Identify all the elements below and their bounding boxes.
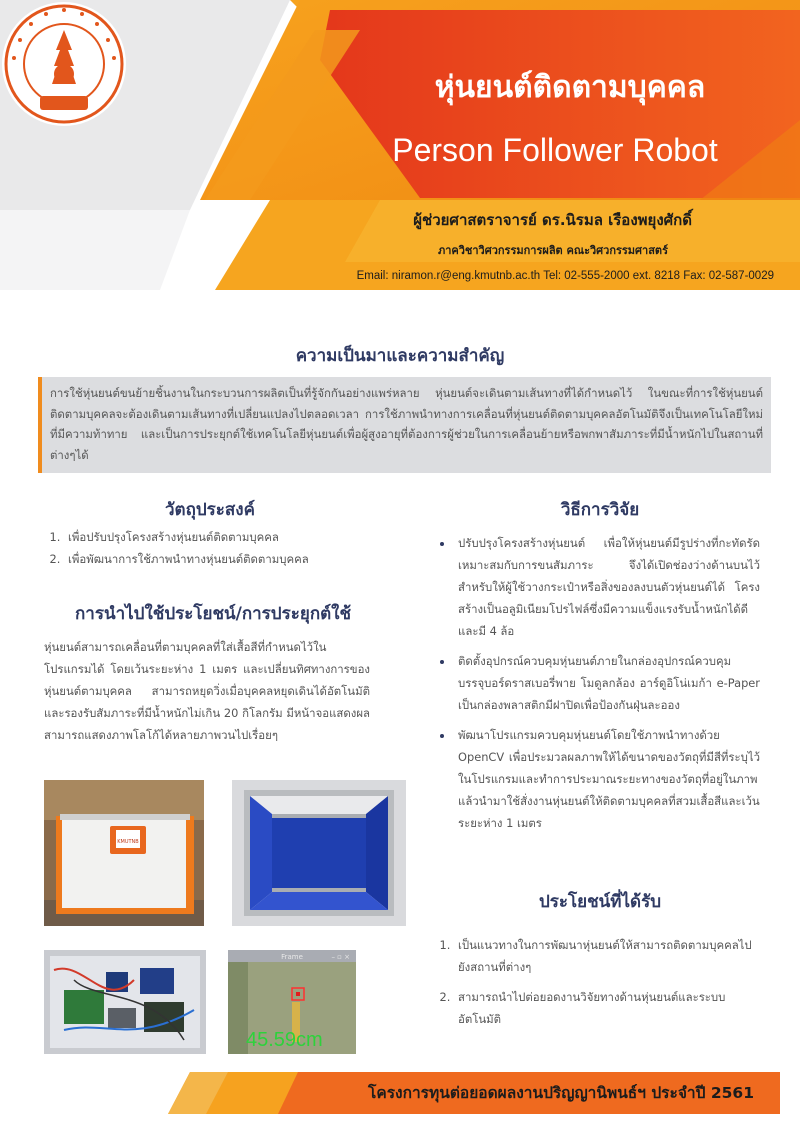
distance-readout: 45.59cm [246, 1029, 323, 1051]
applications-title: การนำไปใช้ประโยชน์/การประยุกต์ใช้ [75, 604, 351, 624]
benefits-list [428, 934, 760, 1030]
methods-list [428, 532, 760, 842]
title-thai: หุ่นยนต์ติดตามบุคคล [434, 70, 706, 105]
robot-exterior-photo [44, 780, 204, 926]
footer-text: โครงการทุนต่อยอดผลงานปริญญานิพนธ์ฯ ประจำปี 2561 [368, 1084, 754, 1102]
background-text: การใช้หุ่นยนต์ขนย้ายชิ้นงานในกระบวนการผลิตเป็นที่รู้จักกันอย่างแพร่หลาย หุ่นยนต์จะเดินตามเส้นทางที่ได้กำหนดไว้ ในขณะที่การใช้หุ่นยนต์ติดตามบุคคลจะต้องเดินตามเส้นทางที่เปลี่ยนแปลงไปตลอดเวลา การใช้ภาพนำทางการเคลื่อนที่หุ่นยนต์ติดตามบุคคลอัตโนมัติจึงเป็นเทคโนโลยีใหม่ที่มีความท้าทาย และเป็นการประยุกต์ใช้เทคโนโลยีหุ่นยนต์เพื่อผู้สูงอายุที่ต้องการผู้ช่วยในการเคลื่อนย้ายหรือพกพาสัมภาระที่มีน้ำหนักไปในสถานที่ต่างๆได้ [38, 377, 771, 473]
contact-info: Email: niramon.r@eng.kmutnb.ac.th Tel: 02-555-2000 ext. 8218 Fax: 02-587-0029 [356, 270, 774, 282]
author-name: ผู้ช่วยศาสตราจารย์ ดร.นิรมล เรืองพยุงศักดิ์ [413, 211, 692, 229]
frame-window-title: Frame [281, 953, 303, 961]
list-item: • พัฒนาโปรแกรมควบคุมหุ่นยนต์โดยใช้ภาพนำทางด้วย OpenCV เพื่อประมวลผลภาพให้ได้ขนาดของวัตถุที่มีสีที่ระบุไว้ในโปรแกรมและทำการประมาณระยะทางของวัตถุที่อยู่ในภาพ แล้วนำมาใช้สั่งงานหุ่นยนต์ให้ติดตามบุคคลที่สวมเสื้อสีและเว้นระยะห่าง 1 เมตร [454, 724, 760, 834]
department: ภาควิชาวิศวกรรมการผลิต คณะวิศวกรรมศาสตร์ [437, 244, 668, 257]
objectives-title: วัตถุประสงค์ [165, 500, 255, 520]
list-item: • ปรับปรุงโครงสร้างหุ่นยนต์ เพื่อให้หุ่นยนต์มีรูปร่างที่กะทัดรัดเหมาะสมกับการขนสัมภาระ จึงได้เปิดช่องว่างด้านบนไว้สำหรับให้ผู้ใช้วางกระเป๋าหรือสิ่งของลงบนตัวหุ่นยนต์ได้ โครงสร้างเป็นอลูมิเนียมโปรไฟล์ซึ่งมีความแข็งแรงรับน้ำหนักได้ดี และมี 4 ล้อ [454, 532, 760, 642]
faculty-logo [0, 0, 128, 128]
list-item: 1. เพื่อปรับปรุงโครงสร้างหุ่นยนต์ติดตามบุคคล [64, 526, 388, 548]
list-item: 1. เป็นแนวทางในการพัฒนาหุ่นยนต์ให้สามารถติดตามบุคคลไปยังสถานที่ต่างๆ [454, 934, 760, 978]
title-english: Person Follower Robot [392, 132, 718, 168]
methods-title: วิธีการวิจัย [560, 500, 640, 520]
benefits-title: ประโยชน์ที่ได้รับ [538, 892, 662, 912]
robot-badge: KMUTNB [117, 839, 139, 845]
header-banner [0, 0, 800, 300]
list-item: • ติดตั้งอุปกรณ์ควบคุมหุ่นยนต์ภายในกล่องอุปกรณ์ควบคุม บรรจุบอร์ดราสเบอรี่พาย โมดูลกล้อง อาร์ดูอิโน่เมก้า e-Paper เป็นกล่องพลาสติกมีฝาปิดเพื่อป้องกันฝุ่นละออง [454, 650, 760, 716]
window-controls-icon: – ▫ × [331, 953, 350, 961]
footer-banner [168, 1072, 780, 1114]
robot-interior-photo [232, 780, 406, 926]
control-box-photo [44, 950, 206, 1054]
background-title: ความเป็นมาและความสำคัญ [295, 346, 505, 366]
list-item: 2. สามารถนำไปต่อยอดงานวิจัยทางด้านหุ่นยนต์และระบบอัตโนมัติ [454, 986, 760, 1030]
objectives-list [38, 526, 388, 570]
camera-frame-window [228, 950, 356, 1054]
applications-text: หุ่นยนต์สามารถเคลื่อนที่ตามบุคคลที่ใส่เสื้อสีที่กำหนดไว้ในโปรแกรมได้ โดยเว้นระยะห่าง 1 เมตร และเปลี่ยนทิศทางการของหุ่นยนต์ตามบุคคล สามารถหยุดวิ่งเมื่อบุคคลหยุดเดินได้อัตโนมัติ และรองรับสัมภาระที่มีน้ำหนักไม่เกิน 20 กิโลกรัม มีหน้าจอแสดงผลสามารถแสดงภาพโลโก้ได้หลายภาพวนไปเรื่อยๆ [44, 640, 370, 742]
list-item: 2. เพื่อพัฒนาการใช้ภาพนำทางหุ่นยนต์ติดตามบุคคล [64, 548, 388, 570]
